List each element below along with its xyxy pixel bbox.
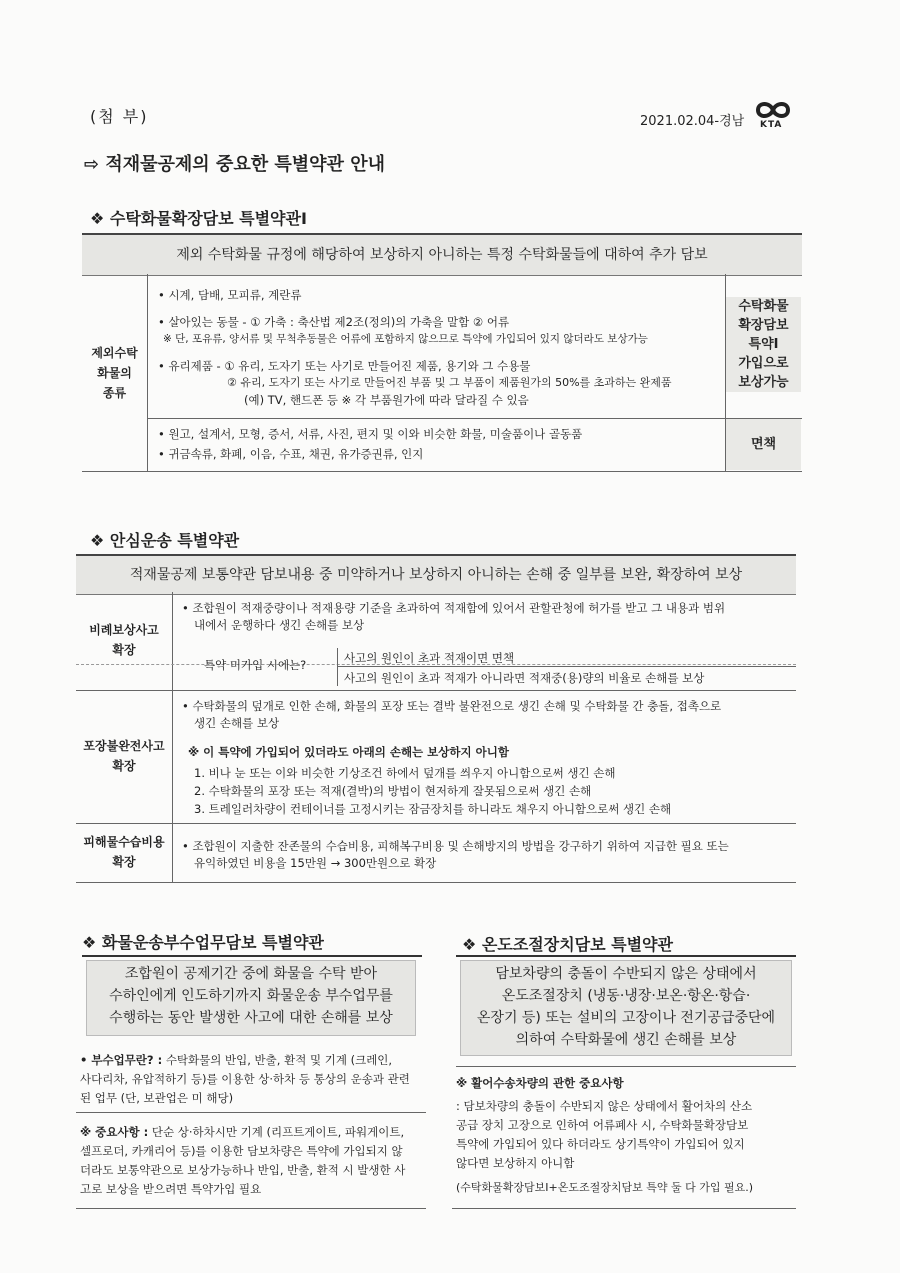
important-label: ※ 중요사항 : bbox=[80, 1125, 149, 1139]
coverage-text: 유익하였던 비용을 15만원 → 300만원으로 확장 bbox=[194, 856, 437, 870]
kta-logo bbox=[752, 98, 794, 134]
definition-label: • 부수업무란? : bbox=[80, 1053, 163, 1067]
excluded-note: ※ 단, 포유류, 양서류 및 무척추동물은 어류에 포함하지 않으므로 특약에 가입되어 있지 않더라도 보상가능 bbox=[163, 333, 648, 345]
excluded-item: ② 유리, 도자기 또는 사기로 만들어진 부품 및 그 부품이 제품원가의 50%를 초과하는 완제품 bbox=[227, 376, 672, 389]
divider bbox=[82, 955, 422, 957]
divider bbox=[337, 648, 338, 686]
coverage-text: 내에서 운행하다 생긴 손해를 보상 bbox=[194, 618, 365, 632]
box-line: 가입으로 bbox=[738, 356, 789, 371]
divider bbox=[172, 592, 173, 882]
box-line: 확장담보 bbox=[738, 318, 789, 333]
exclusion-note: ※ 이 특약에 가입되어 있더라도 아래의 손해는 보상하지 아니함 bbox=[188, 745, 509, 759]
no-rider-question: 특약 미가입 시에는? bbox=[204, 658, 307, 672]
divider bbox=[456, 1066, 796, 1067]
row-label-proportional-claim bbox=[76, 620, 172, 660]
exempt-label: 면책 bbox=[726, 419, 801, 470]
definition-text: 사다리차, 유압적하기 등)를 이용한 상·하차 등 통상의 운송과 관련 bbox=[80, 1072, 410, 1086]
section-summary-box bbox=[86, 960, 416, 1036]
box-line: 온도조절장치 (냉동·냉장·보온·항온·항습· bbox=[501, 988, 751, 1004]
label-line: 확장 bbox=[112, 855, 136, 869]
label-line: 확장 bbox=[112, 643, 136, 657]
label-line: 제외수탁 bbox=[91, 346, 138, 360]
divider bbox=[82, 471, 802, 472]
divider bbox=[76, 1208, 426, 1209]
live-fish-note: (수탁화물확장담보Ⅰ+온도조절장치담보 특약 둘 다 가입 필요.) bbox=[456, 1181, 754, 1194]
label-line: 종류 bbox=[102, 386, 127, 400]
box-line: 수하인에게 인도하기까지 화물운송 부수업무를 bbox=[109, 988, 393, 1004]
box-line: 보상가능 bbox=[738, 375, 789, 390]
row-label-excluded-cargo bbox=[82, 343, 147, 403]
exempt-item: • 원고, 설계서, 모형, 증서, 서류, 사진, 편지 및 이와 비슷한 화물, 미술품이나 골동품 bbox=[158, 427, 583, 441]
divider bbox=[76, 882, 796, 883]
exclusion-item: 2. 수탁화물의 포장 또는 적재(결박)의 방법이 현저하게 잘못됨으로써 생긴 손해 bbox=[194, 784, 592, 798]
divider bbox=[76, 1112, 426, 1113]
live-fish-note: : 담보차량의 충돌이 수반되지 않은 상태에서 활어차의 산소 bbox=[456, 1099, 753, 1113]
box-line: 조합원이 공제기간 중에 화물을 수탁 받아 bbox=[124, 966, 378, 982]
box-line: 의하여 수탁화물에 생긴 손해를 보상 bbox=[515, 1032, 737, 1048]
live-fish-note: 특약에 가입되어 있다 하더라도 상기특약이 가입되어 있지 bbox=[456, 1137, 745, 1151]
section-band: 적재물공제 보통약관 담보내용 중 미약하거나 보상하지 아니하는 손해 중 일부를 보완, 확장하여 보상 bbox=[76, 554, 796, 595]
label-line: 화물의 bbox=[97, 366, 132, 380]
definition-line bbox=[80, 1052, 392, 1068]
section-title-temperature-control: ❖ 온도조절장치담보 특별약관 bbox=[462, 935, 673, 954]
section-summary-box bbox=[460, 960, 792, 1056]
row-label-salvage-cost bbox=[76, 832, 172, 872]
important-text: 고로 보상을 받으려면 특약가입 필요 bbox=[80, 1182, 262, 1196]
live-fish-note-title: ※ 활어수송차량의 관한 중요사항 bbox=[456, 1076, 624, 1090]
excluded-item: • 살아있는 동물 - ① 가축 : 축산법 제2조(정의)의 가축을 말함 ② 어류 bbox=[158, 315, 510, 329]
box-line: 특약Ⅰ bbox=[748, 337, 779, 352]
coverage-text: • 조합원이 지출한 잔존물의 수습비용, 피해복구비용 및 손해방지의 방법을 강구하기 위하여 지급한 필요 또는 bbox=[182, 839, 729, 853]
divider bbox=[337, 666, 796, 667]
definition-text: 된 업무 (단, 보관업은 미 해당) bbox=[80, 1091, 234, 1105]
label-line: 포장불완전사고 bbox=[83, 739, 165, 753]
attachment-label: (첨 부) bbox=[90, 107, 149, 126]
section-title-safe-transport: ❖ 안심운송 특별약관 bbox=[90, 531, 240, 550]
no-rider-case-1: 사고의 원인이 초과 적재이면 면책 bbox=[344, 651, 515, 665]
box-line: 온장기 등) 또는 설비의 고장이나 전기공급중단에 bbox=[476, 1010, 776, 1026]
box-line: 수행하는 동안 발생한 사고에 대한 손해를 보상 bbox=[109, 1010, 393, 1026]
exempt-item: • 귀금속류, 화폐, 이음, 수표, 채권, 유가증권류, 인지 bbox=[158, 447, 424, 461]
excluded-item: • 유리제품 - ① 유리, 도자기 또는 사기로 만들어진 제품, 용기와 그 수용물 bbox=[158, 359, 531, 373]
coverage-text: • 조합원이 적재중량이나 적재용량 기준을 초과하여 적재함에 있어서 관할관청에 허가를 받고 그 내용과 범위 bbox=[182, 601, 726, 615]
live-fish-note: 공급 장치 고장으로 인하여 어류폐사 시, 수탁화물확장담보 bbox=[456, 1118, 749, 1132]
logo-text: KTA bbox=[760, 120, 783, 130]
coverage-text: 생긴 손해를 보상 bbox=[194, 716, 280, 730]
important-text: 더라도 보통약관으로 보상가능하나 반입, 반출, 환적 시 발생한 사 bbox=[80, 1163, 406, 1177]
excluded-item: • 시계, 담배, 모피류, 계란류 bbox=[158, 288, 302, 302]
divider bbox=[147, 418, 802, 419]
section-title-cargo-extension: ❖ 수탁화물확장담보 특별약관Ⅰ bbox=[90, 209, 307, 228]
definition-text: 수탁화물의 반입, 반출, 환적 및 기계 (크레인, bbox=[165, 1053, 393, 1067]
divider bbox=[147, 274, 148, 472]
label-line: 확장 bbox=[112, 759, 136, 773]
divider bbox=[452, 1208, 796, 1209]
section-band: 제외 수탁화물 규정에 해당하여 보상하지 아니하는 특정 수탁화물들에 대하여 추가 담보 bbox=[82, 233, 802, 276]
row-label-packaging-accident bbox=[76, 736, 172, 776]
document-date: 2021.02.04-경남 bbox=[640, 114, 745, 129]
exclusion-item: 3. 트레일러차량이 컨테이너를 고정시키는 잠금장치를 하니라도 채우지 아니함으로써 생긴 손해 bbox=[194, 802, 672, 816]
exclusion-item: 1. 비나 눈 또는 이와 비슷한 기상조건 하에서 덮개를 씌우지 아니함으로써 생긴 손해 bbox=[194, 766, 616, 780]
label-line: 비례보상사고 bbox=[89, 623, 159, 637]
box-line: 담보차량의 충돌이 수반되지 않은 상태에서 bbox=[495, 966, 757, 982]
divider bbox=[76, 823, 796, 824]
divider bbox=[76, 690, 796, 691]
page-title: ⇨ 적재물공제의 중요한 특별약관 안내 bbox=[84, 154, 385, 175]
divider bbox=[456, 955, 796, 957]
coverage-note-box bbox=[726, 297, 801, 392]
label-line: 피해물수습비용 bbox=[83, 835, 165, 849]
coverage-text: • 수탁화물의 덮개로 인한 손해, 화물의 포장 또는 결박 불완전으로 생긴 손해 및 수탁화물 간 충돌, 접촉으로 bbox=[182, 699, 722, 713]
important-line bbox=[80, 1124, 404, 1140]
box-line: 수탁화물 bbox=[738, 299, 789, 314]
section-title-ancillary-work: ❖ 화물운송부수업무담보 특별약관 bbox=[82, 933, 324, 952]
no-rider-case-2: 사고의 원인이 초과 적재가 아니라면 적재중(용)량의 비율로 손해를 보상 bbox=[344, 671, 705, 685]
important-text: 셀프로더, 카캐리어 등)를 이용한 담보차량은 특약에 가입되지 않 bbox=[80, 1144, 403, 1158]
excluded-item: (예) TV, 핸드폰 등 ※ 각 부품원가에 따라 달라질 수 있음 bbox=[244, 393, 529, 407]
important-text: 단순 상·하차시만 기계 (리프트게이트, 파워게이트, bbox=[151, 1125, 405, 1139]
live-fish-note: 않다면 보상하지 아니함 bbox=[456, 1156, 575, 1170]
